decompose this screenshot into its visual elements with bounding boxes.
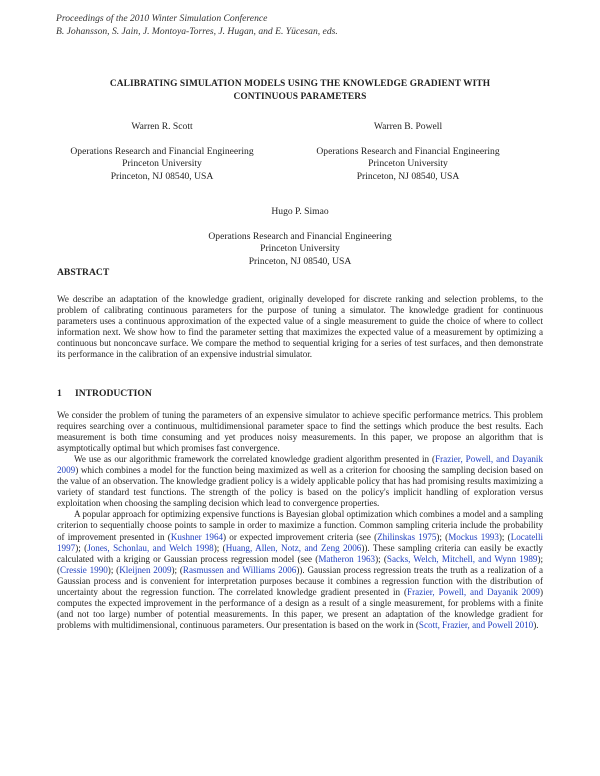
author-address: Princeton, NJ 08540, USA	[110, 170, 214, 182]
introduction-heading	[57, 388, 152, 399]
introduction-body	[57, 410, 543, 631]
author-address: Princeton, NJ 08540, USA	[248, 255, 352, 267]
citation-link[interactable]: Huang, Allen, Notz, and Zeng 2006	[225, 542, 362, 553]
author-address: Princeton, NJ 08540, USA	[356, 170, 460, 182]
author-university: Princeton University	[368, 158, 448, 170]
proceedings-header	[56, 12, 338, 38]
text-run: ); (	[375, 553, 387, 564]
author-department: Operations Research and Financial Engineering	[316, 145, 500, 157]
citation-link[interactable]: Mockus 1993	[448, 531, 499, 542]
paper-title-line-2: CONTINUOUS PARAMETERS	[233, 91, 367, 102]
text-run: ) or expected improvement criteria (see (	[223, 531, 378, 542]
text-run: ); (	[436, 531, 449, 542]
text-run: ); (	[213, 542, 226, 553]
text-run: A popular approach for optimizing expensive functions is Bayesian global optimization which combines a model and a sampling criterion to sequentially choose points to sample in order to maximize a function. Common sampling criteria include the probability of improvement presented in (	[57, 509, 543, 542]
text-run: ).	[533, 619, 539, 630]
citation-link[interactable]: Jones, Schonlau, and Welch 1998	[87, 542, 214, 553]
citation-link[interactable]: Matheron 1963	[318, 553, 376, 564]
author-university: Princeton University	[260, 243, 340, 255]
author-department: Operations Research and Financial Engineering	[70, 145, 254, 157]
author-department: Operations Research and Financial Engineering	[208, 230, 392, 242]
intro-paragraph-2	[57, 454, 543, 509]
author-block-2	[300, 121, 516, 183]
citation-link[interactable]: Kleijnen 2009	[119, 564, 172, 575]
author-university: Princeton University	[122, 158, 202, 170]
intro-paragraph-1: We consider the problem of tuning the parameters of an expensive simulator to achieve specific performance metrics. This problem requires searching over a continuous, multidimensional parameter space to find the settings which produce the best results. Each measurement is both time consuming and yet produces noisy measurements. In this paper, we propose an algorithm that is asymptotically optimal but which promises fast convergence.	[57, 410, 543, 454]
section-title: INTRODUCTION	[75, 388, 152, 399]
proceedings-title: Proceedings of the 2010 Winter Simulation Conference	[56, 13, 268, 24]
citation-link[interactable]: Zhilinskas 1975	[377, 531, 437, 542]
author-block-1	[54, 121, 270, 183]
author-block-3	[160, 206, 440, 268]
author-name: Warren R. Scott	[131, 121, 193, 132]
citation-link[interactable]: Sacks, Welch, Mitchell, and Wynn 1989	[386, 553, 538, 564]
proceedings-editors: B. Johansson, S. Jain, J. Montoya-Torres, J. Hugan, and E. Yücesan, eds.	[56, 26, 338, 37]
citation-link[interactable]: Locatelli 1997	[57, 531, 544, 553]
citation-link[interactable]: Rasmussen and Williams 2006	[182, 564, 297, 575]
text-run: )). Gaussian process regression treats the truth as a realization of a Gaussian process and is convenient for interpretation purposes because it combines a regression function with the distribution of uncertainty about the regression function. The correlated knowledge gradient presented in (	[57, 564, 544, 597]
citation-link[interactable]: Frazier, Powell, and Dayanik 2009	[407, 586, 540, 597]
text-run: ); (	[75, 542, 88, 553]
citation-link[interactable]: Cressie 1990	[60, 564, 108, 575]
text-run: )). These sampling criteria can easily be exactly calculated with a kriging or Gaussian process regression model (see (	[57, 542, 543, 564]
abstract-heading: ABSTRACT	[57, 267, 110, 278]
text-run: ); (	[498, 531, 511, 542]
citation-link[interactable]: Kushner 1964	[170, 531, 224, 542]
text-run: ); (	[171, 564, 183, 575]
text-run: ) computes the expected improvement in the performance of a design as a result of a single measurement, for problems with a finite (and not too large) number of potential measurements. In this paper, we present an adaptation of the knowledge gradient for problems with multidimensional, continuous parameters. Our presentation is based on the work in (	[57, 586, 543, 630]
text-run: ) which combines a model for the function being maximized as well as a criterion for choosing the sampling decision based on the value of an observation. The knowledge gradient policy is a widely applicable policy that has had promising results maximizing a variety of standard test functions. The strength of the policy is based on the policy's implicit handling of exploration versus exploitation when choosing the sampling decision which lead to convergence properties.	[57, 465, 543, 509]
intro-paragraph-3	[57, 509, 543, 631]
citation-link[interactable]: Scott, Frazier, and Powell 2010	[418, 619, 534, 630]
text-run: ); (	[107, 564, 120, 575]
text-run: We use as our algorithmic framework the correlated knowledge gradient algorithm presented in (	[74, 454, 436, 465]
author-name: Hugo P. Simao	[271, 206, 329, 217]
abstract-text	[57, 294, 543, 360]
citation-link[interactable]: Frazier, Powell, and Dayanik 2009	[57, 454, 543, 476]
abstract-paragraph: We describe an adaptation of the knowledge gradient, originally developed for discrete ranking and selection problems, to the problem of calibrating continuous parameters for the purpose of tuning a simulator. The knowledge gradient for continuous parameters uses a continuous approximation of the expected value of a single measurement to guide the choice of where to collect information next. We show how to find the parameter setting that maximizes the expected value of a measurement by optimizing a continuous but nonconcave surface. We compare the method to sequential kriging for a series of test surfaces, and then demonstrate its performance in the calibration of an expensive industrial simulator.	[57, 294, 543, 360]
text-run: ); (	[57, 553, 543, 575]
author-name: Warren B. Powell	[373, 121, 443, 132]
paper-title-line-1: CALIBRATING SIMULATION MODELS USING THE KNOWLEDGE GRADIENT WITH	[109, 79, 491, 89]
paper-title	[60, 78, 540, 103]
section-number: 1	[57, 388, 62, 399]
